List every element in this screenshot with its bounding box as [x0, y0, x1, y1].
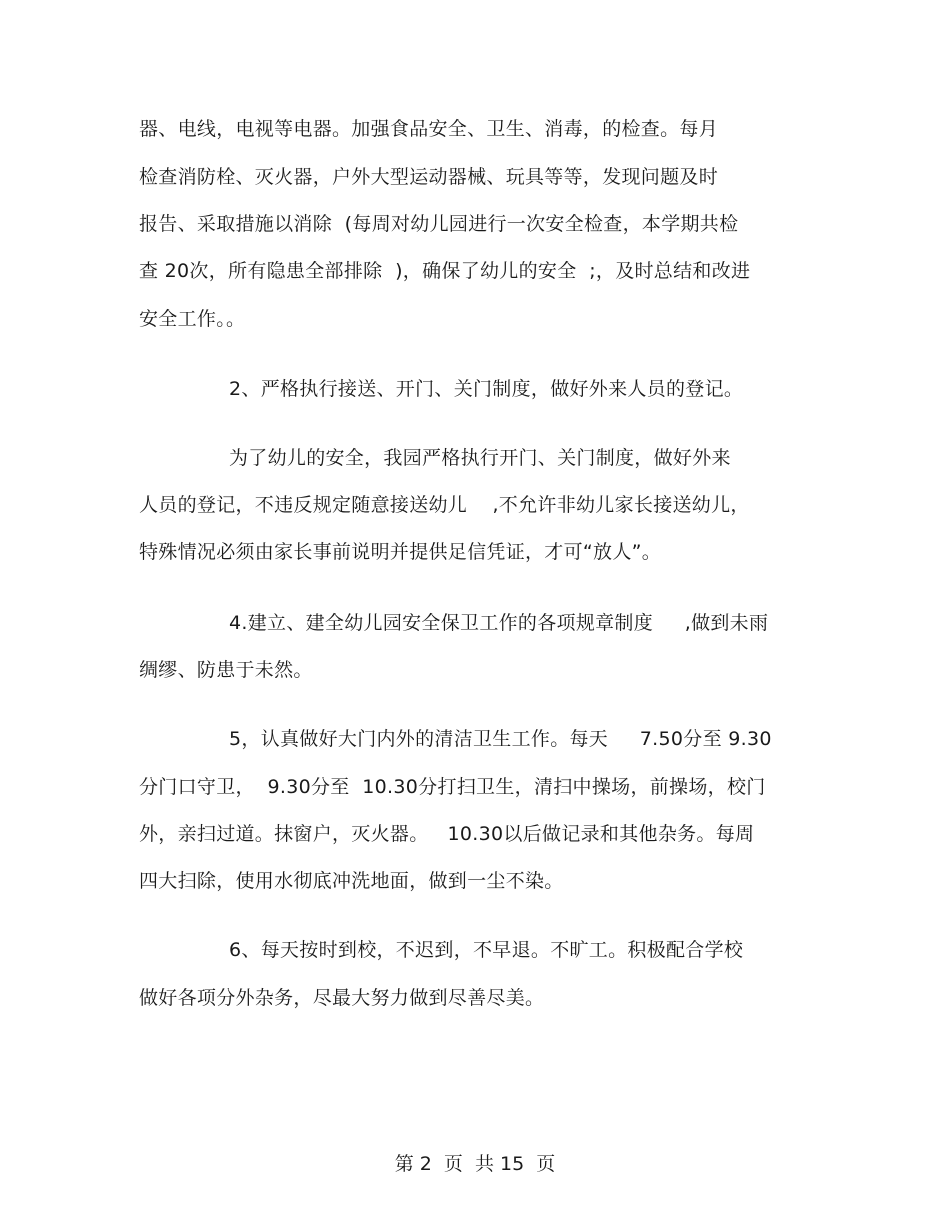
paragraph-1-line-2: 检查消防栓、灭火器，户外大型运动器械、玩具等等，发现问题及时 [139, 166, 719, 188]
paragraph-4-line-1: 4.建立、建全幼儿园安全保卫工作的各项规章制度 ,做到未雨 [229, 612, 769, 634]
paragraph-6-line-2: 做好各项分外杂务，尽最大努力做到尽善尽美。 [139, 987, 545, 1009]
paragraph-5-line-1: 5，认真做好大门内外的清洁卫生工作。每天 7.50分至 9.30 [229, 728, 772, 750]
paragraph-5-line-3: 外，亲扫过道。抹窗户，灭火器。 10.30以后做记录和其他杂务。每周 [139, 823, 755, 845]
paragraph-1-line-1: 器、电线，电视等电器。加强食品安全、卫生、消毒，的检查。每月 [139, 118, 719, 140]
paragraph-2-line-1: 2、严格执行接送、开门、关门制度，做好外来人员的登记。 [229, 378, 744, 400]
paragraph-4-line-2: 绸缪、防患于未然。 [139, 659, 313, 681]
paragraph-5-line-4: 四大扫除，使用水彻底冲洗地面，做到一尘不染。 [139, 870, 564, 892]
paragraph-3-line-1: 为了幼儿的安全，我园严格执行开门、关门制度，做好外来 [229, 447, 731, 469]
paragraph-5-line-2: 分门口守卫， 9.30分至 10.30分打扫卫生，清扫中操场，前操场，校门 [139, 776, 766, 798]
paragraph-1-line-5: 安全工作。。 [139, 308, 246, 330]
paragraph-3-line-2: 人员的登记，不违反规定随意接送幼儿 ,不允许非幼儿家长接送幼儿， [139, 494, 750, 516]
paragraph-6-line-1: 6、每天按时到校，不迟到，不早退。不旷工。积极配合学校 [229, 939, 744, 961]
paragraph-1-line-4: 查 20次，所有隐患全部排除 )，确保了幼儿的安全 ;，及时总结和改进 [139, 260, 751, 282]
paragraph-3-line-3: 特殊情况必须由家长事前说明并提供足信凭证，才可“放人”。 [139, 541, 662, 563]
paragraph-1-line-3: 报告、采取措施以消除 (每周对幼儿园进行一次安全检查，本学期共检 [139, 213, 739, 235]
page-number-footer: 第 2 页 共 15 页 [394, 1153, 556, 1175]
